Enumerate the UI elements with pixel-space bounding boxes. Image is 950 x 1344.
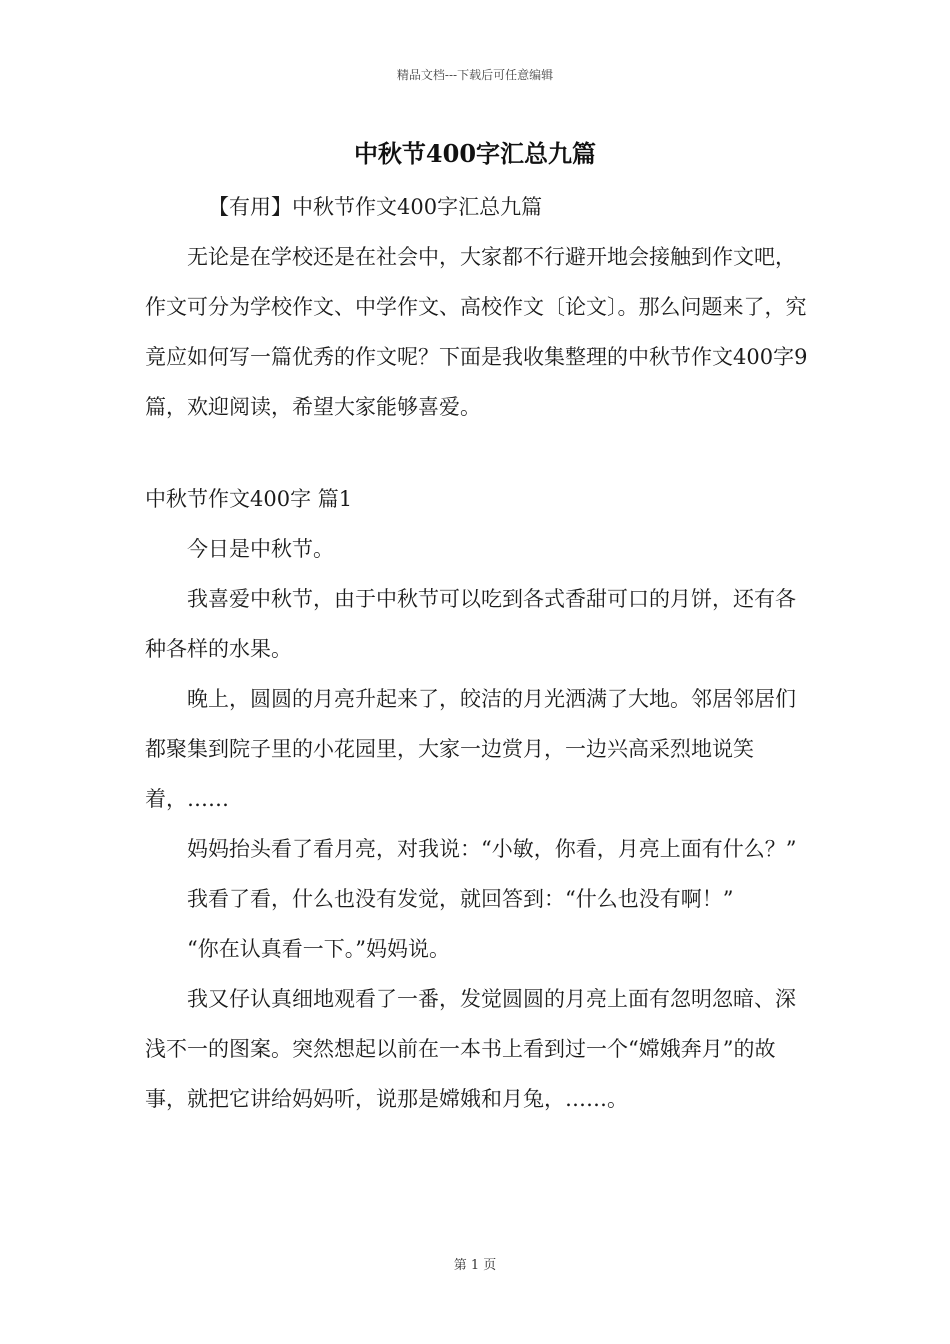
intro-paragraph: 无论是在学校还是在社会中，大家都不行避开地会接触到作文吧，作文可分为学校作文、中学作文、高校作文〔论文〕。那么问题来了，究竟应如何写一篇优秀的作文呢？下面是我收集整理的中秋节作文400字9篇，欢迎阅读，希望大家能够喜爱。 [145, 245, 808, 419]
page-header: 精品文档---下载后可任意编辑 [396, 68, 554, 82]
body-paragraph: 我看了看，什么也没有发觉，就回答到：“什么也没有啊！” [187, 887, 734, 911]
body-paragraph: 我又仔认真细地观看了一番，发觉圆圆的月亮上面有忽明忽暗、深浅不一的图案。突然想起以前在一本书上看到过一个“嫦娥奔月”的故事，就把它讲给妈妈听，说那是嫦娥和月兔，……。 [145, 987, 796, 1111]
document-title: 中秋节400字汇总九篇 [353, 139, 597, 168]
body-paragraph: 妈妈抬头看了看月亮，对我说：“小敏，你看，月亮上面有什么？” [187, 837, 797, 861]
section-heading: 中秋节作文400字 篇1 [145, 487, 353, 511]
page-number: 第 1 页 [453, 1258, 497, 1273]
section-gap [145, 432, 809, 474]
body-paragraph: 今日是中秋节。 [187, 537, 334, 561]
body-paragraph: 我喜爱中秋节，由于中秋节可以吃到各式香甜可口的月饼，还有各种各样的水果。 [145, 587, 796, 661]
document-body [145, 182, 809, 1124]
body-paragraph: 晚上，圆圆的月亮升起来了，皎洁的月光洒满了大地。邻居邻居们都聚集到院子里的小花园里，大家一边赏月，一边兴高采烈地说笑着，…… [145, 687, 796, 811]
body-paragraph: “你在认真看一下。”妈妈说。 [187, 937, 450, 961]
document-subtitle: 【有用】中秋节作文400字汇总九篇 [208, 195, 543, 219]
